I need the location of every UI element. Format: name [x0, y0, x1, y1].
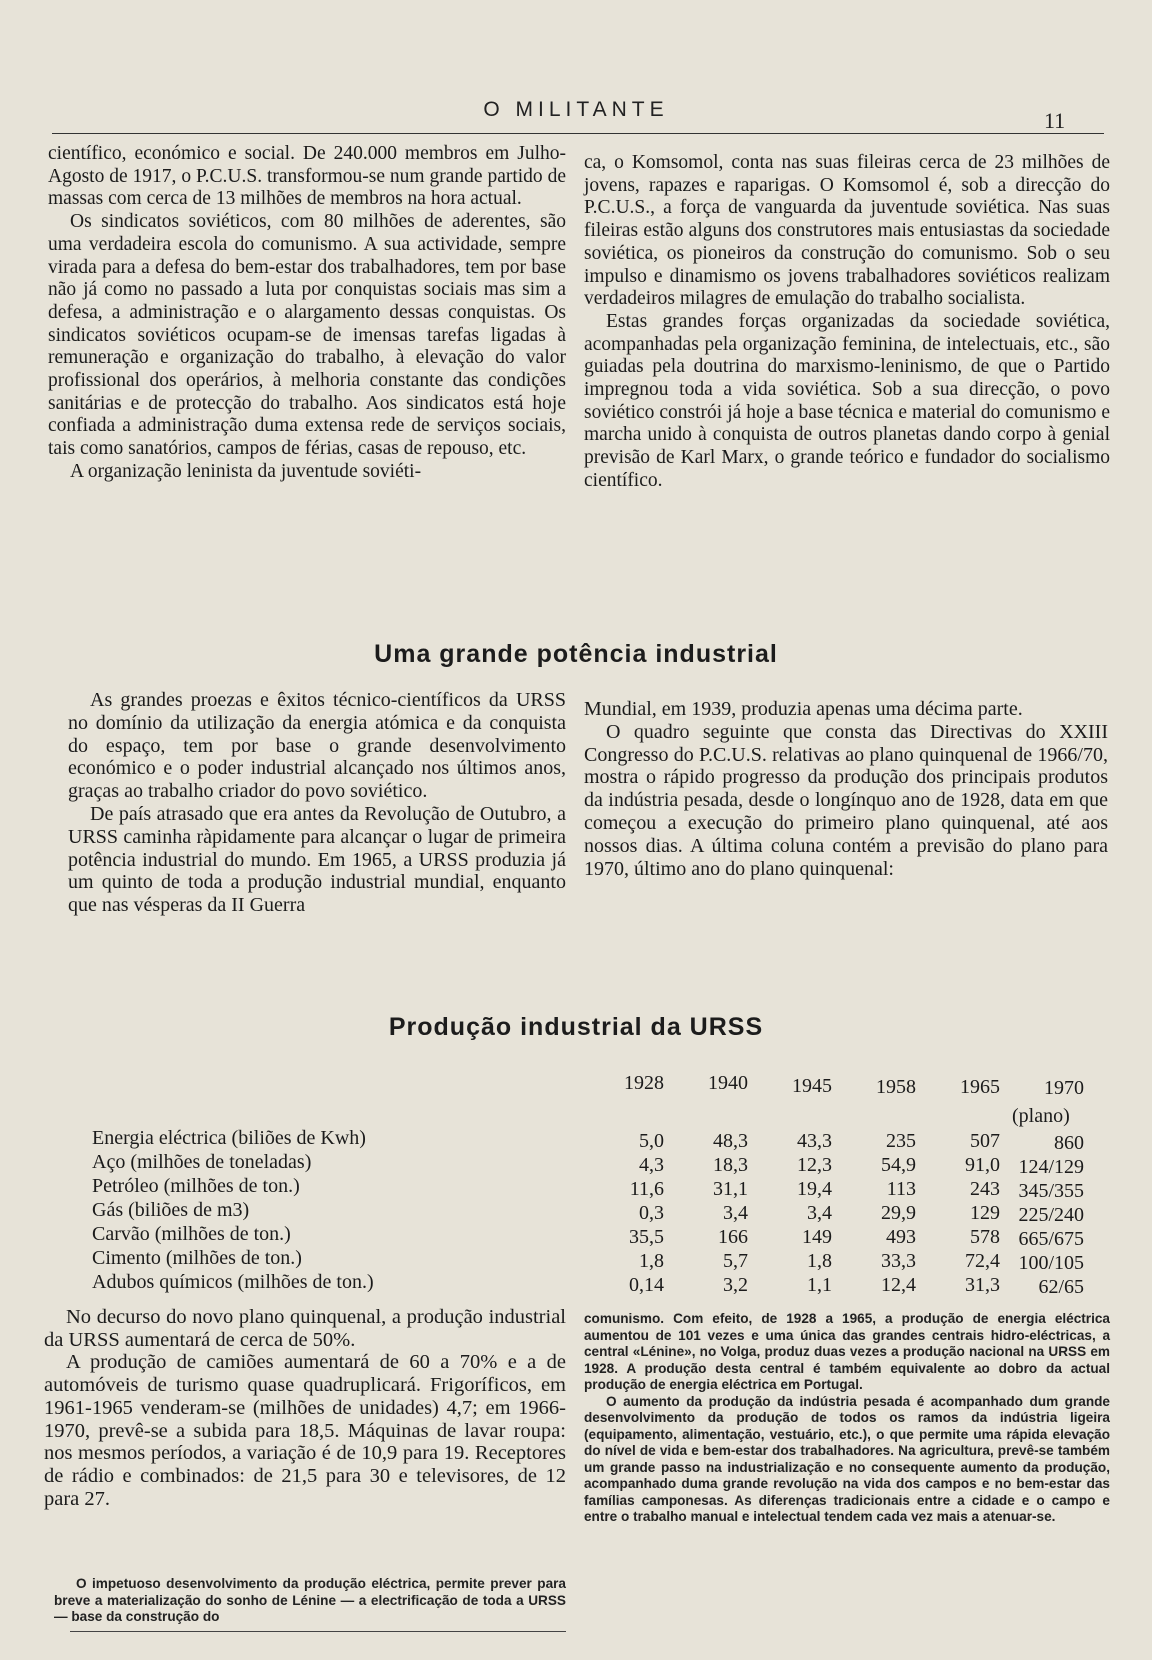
year-header: 1928: [624, 1072, 664, 1094]
table-cell: 11,6: [629, 1178, 664, 1200]
table-cell: 62/65: [1038, 1276, 1084, 1298]
plan-note: (plano): [1012, 1105, 1070, 1127]
table-cell: 578: [970, 1226, 1000, 1248]
page-header-title: O MILITANTE: [483, 98, 669, 121]
table-cell: 5,7: [723, 1250, 748, 1272]
table-cell: 91,0: [965, 1154, 1000, 1176]
table-cell: 166: [718, 1226, 748, 1248]
page-number: 11: [1044, 108, 1066, 133]
table-cell: 3,4: [807, 1202, 832, 1224]
table-cell: 31,1: [713, 1178, 748, 1200]
paragraph: As grandes proezas e êxitos técnico-científicos da URSS no domínio da utilização da energia atómica e da conquista do espaço, tem por base o grande desenvolvimento económico e o poder industrial alcançado nos últimos anos, graças ao trabalho criador do povo soviético.: [68, 689, 566, 803]
year-header: 1958: [876, 1076, 916, 1098]
table-cell: 235: [886, 1130, 916, 1152]
paragraph: A produção de camiões aumentará de 60 a 70% e a de automóveis de turismo quase quadruplicará. Frigoríficos, em 1961-1965 venderam-se (milhões de unidades) 4,7; em 1966-1970, prevê-se a subida para 18,5. Máquinas de lavar roupa: nos mesmos períodos, a variação é de 10,9 para 19. Receptores de rádio e combinados: de 21,5 para 30 e televisores, de 12 para 27.: [44, 1351, 566, 1510]
row-label: Gás (biliões de m3): [92, 1199, 250, 1221]
table-heading: Produção industrial da URSS: [388, 1013, 764, 1041]
photo-caption-left: [54, 1576, 566, 1626]
paragraph: Mundial, em 1939, produzia apenas uma décima parte.: [584, 698, 1023, 720]
photo-caption-right: [584, 1311, 1110, 1526]
year-header: 1965: [960, 1076, 1000, 1098]
paragraph: Os sindicatos soviéticos, com 80 milhões de aderentes, são uma verdadeira escola do comunismo. A sua actividade, sempre virada para a defesa do bem-estar dos trabalhadores, tem por base não já como no passado a luta por conquistas sociais mas sim a defesa, a administração e o alargamento dessas conquistas. Os sindicatos soviéticos ocupam-se de imensas tarefas ligadas à remuneração e organização do trabalho, à elevação do valor profissional dos operários, à melhoria constante das condições sanitárias e de protecção do trabalho. Aos sindicatos está hoje confiada a administração duma extensa rede de serviços sociais, tais como sanatórios, campos de férias, casas de repouso, etc.: [48, 211, 566, 460]
table-cell: 3,4: [723, 1202, 748, 1224]
year-header: 1940: [708, 1072, 748, 1094]
paragraph: De país atrasado que era antes da Revolução de Outubro, a URSS caminha ràpidamente para alcançar o lugar de primeira potência industrial do mundo. Em 1965, a URSS produzia já um quinto de toda a produção industrial mundial, enquanto que nas vésperas da II Guerra: [68, 802, 566, 917]
header-rule: [52, 133, 1104, 134]
table-cell: 5,0: [639, 1130, 664, 1152]
table-cell: 1,8: [639, 1250, 664, 1272]
table-cell: 345/355: [1018, 1180, 1084, 1202]
table-cell: 19,4: [797, 1178, 832, 1200]
caption-text: comunismo. Com efeito, de 1928 a 1965, a produção de energia eléctrica aumentou de 101 vezes e uma única das grandes centrais hidro-eléctricas, a central «Lénine», no Volga, produz duas vezes a produção nacional na URSS em 1928. A produção desta central é também equivalente ao dobro da actual produção de energia eléctrica em Portugal.: [584, 1311, 1110, 1392]
table-cell: 29,9: [881, 1202, 916, 1224]
table-cell: 225/240: [1018, 1204, 1084, 1226]
top-left-column: [48, 143, 566, 484]
table-cell: 0,14: [629, 1274, 664, 1296]
table-cell: 243: [970, 1178, 1000, 1200]
table-cell: 33,3: [881, 1250, 916, 1272]
caption-text: O aumento da produção da indústria pesada é acompanhado dum grande desenvolvimento da produção de todos os ramos da indústria ligeira (equipamento, alimentação, vestuário, etc.), o que permite uma rápida elevação do nível de vida e bem-estar dos trabalhadores. Na agricultura, prevê-se também um grande passo na industrialização e no consequente aumento da produção, acompanhado duma grande revolução na vida dos campos e no bem-estar das famílias camponesas. As diferenças tradicionais entre a cidade e o campo e entre o trabalho manual e intelectual tendem cada vez mais a atenuar-se.: [584, 1393, 1110, 1524]
table-cell: 0,3: [639, 1202, 664, 1224]
paragraph: científico, económico e social. De 240.000 membros em Julho-Agosto de 1917, o P.C.U.S. transformou-se num grande partido de massas com cerca de 13 milhões de membros na hora actual.: [48, 143, 566, 210]
year-header: 1970: [1044, 1077, 1084, 1099]
caption-text: O impetuoso desenvolvimento da produção eléctrica, permite prever para breve a materialização do sonho de Lénine — a electrificação de toda a URSS — base da construção do: [54, 1576, 566, 1624]
table-cell: 665/675: [1018, 1228, 1084, 1250]
table-cell: 1,1: [807, 1274, 832, 1296]
row-label: Adubos químicos (milhões de ton.): [92, 1271, 374, 1293]
paragraph: ca, o Komsomol, conta nas suas fileiras cerca de 23 milhões de jovens, rapazes e raparigas. O Komsomol é, sob a direcção do P.C.U.S., a força de vanguarda da juventude soviética. Nas suas fileiras estão alguns dos construtores mais entusiastas da sociedade soviética, os pioneiros da construção do comunismo. Sob o seu impulso e dinamismo os jovens trabalhadores soviéticos realizam verdadeiros milagres de emulação do trabalho socialista.: [584, 152, 1110, 310]
row-label: Aço (milhões de toneladas): [92, 1151, 312, 1173]
year-header: 1945: [792, 1075, 832, 1097]
mid-right-column: [584, 698, 1108, 880]
row-label: Petróleo (milhões de ton.): [92, 1175, 300, 1197]
table-cell: 493: [886, 1226, 916, 1248]
paragraph: A organização leninista da juventude soviéti-: [70, 460, 422, 482]
row-label: Carvão (milhões de ton.): [92, 1223, 291, 1245]
table-cell: 124/129: [1018, 1156, 1084, 1178]
paragraph: O quadro seguinte que consta das Directivas do XXIII Congresso do P.C.U.S. relativas ao plano quinquenal de 1966/70, mostra o rápido progresso da produção dos principais produtos da indústria pesada, desde o longínquo ano de 1928, data em que começou a execução do primeiro plano quinquenal, até aos nossos dias. A última coluna contém a previsão do plano para 1970, último ano do plano quinquenal:: [584, 720, 1108, 880]
table-cell: 12,4: [881, 1274, 916, 1296]
row-label: Energia eléctrica (biliões de Kwh): [92, 1127, 366, 1149]
table-cell: 507: [970, 1130, 1000, 1152]
table-cell: 31,3: [965, 1274, 1000, 1296]
row-label: Cimento (milhões de ton.): [92, 1247, 302, 1269]
table-cell: 100/105: [1018, 1252, 1084, 1274]
table-cell: 1,8: [807, 1250, 832, 1272]
table-cell: 43,3: [797, 1130, 832, 1152]
table-cell: 4,3: [639, 1154, 664, 1176]
table-cell: 54,9: [881, 1154, 916, 1176]
paragraph: Estas grandes forças organizadas da sociedade soviética, acompanhadas pela organização feminina, de intelectuais, etc., são guiadas pela doutrina do marxismo-leninismo, de que o Partido impregnou toda a vida soviética. Sob a sua direcção, o povo soviético constrói já hoje a base técnica e material do comunismo e marcha unido à conquista de outros planetas dando corpo à genial previsão de Karl Marx, o grande teórico e fundador do socialismo científico.: [584, 310, 1110, 491]
table-cell: 12,3: [797, 1154, 832, 1176]
table-cell: 35,5: [629, 1226, 664, 1248]
table-cell: 48,3: [713, 1130, 748, 1152]
table-cell: 149: [802, 1226, 832, 1248]
table-cell: 72,4: [965, 1250, 1000, 1272]
section-heading: Uma grande potência industrial: [374, 640, 778, 668]
table-cell: 129: [970, 1202, 1000, 1224]
paragraph: No decurso do novo plano quinquenal, a produção industrial da URSS aumentará de cerca de 50%.: [44, 1306, 566, 1351]
top-right-column: [584, 152, 1110, 493]
bottom-left-column: [44, 1306, 566, 1510]
table-cell: 860: [1054, 1132, 1084, 1154]
table-cell: 3,2: [723, 1274, 748, 1296]
mid-left-column: [68, 689, 566, 917]
table-cell: 113: [886, 1178, 916, 1200]
bottom-rule: [70, 1631, 566, 1632]
table-cell: 18,3: [713, 1154, 748, 1176]
